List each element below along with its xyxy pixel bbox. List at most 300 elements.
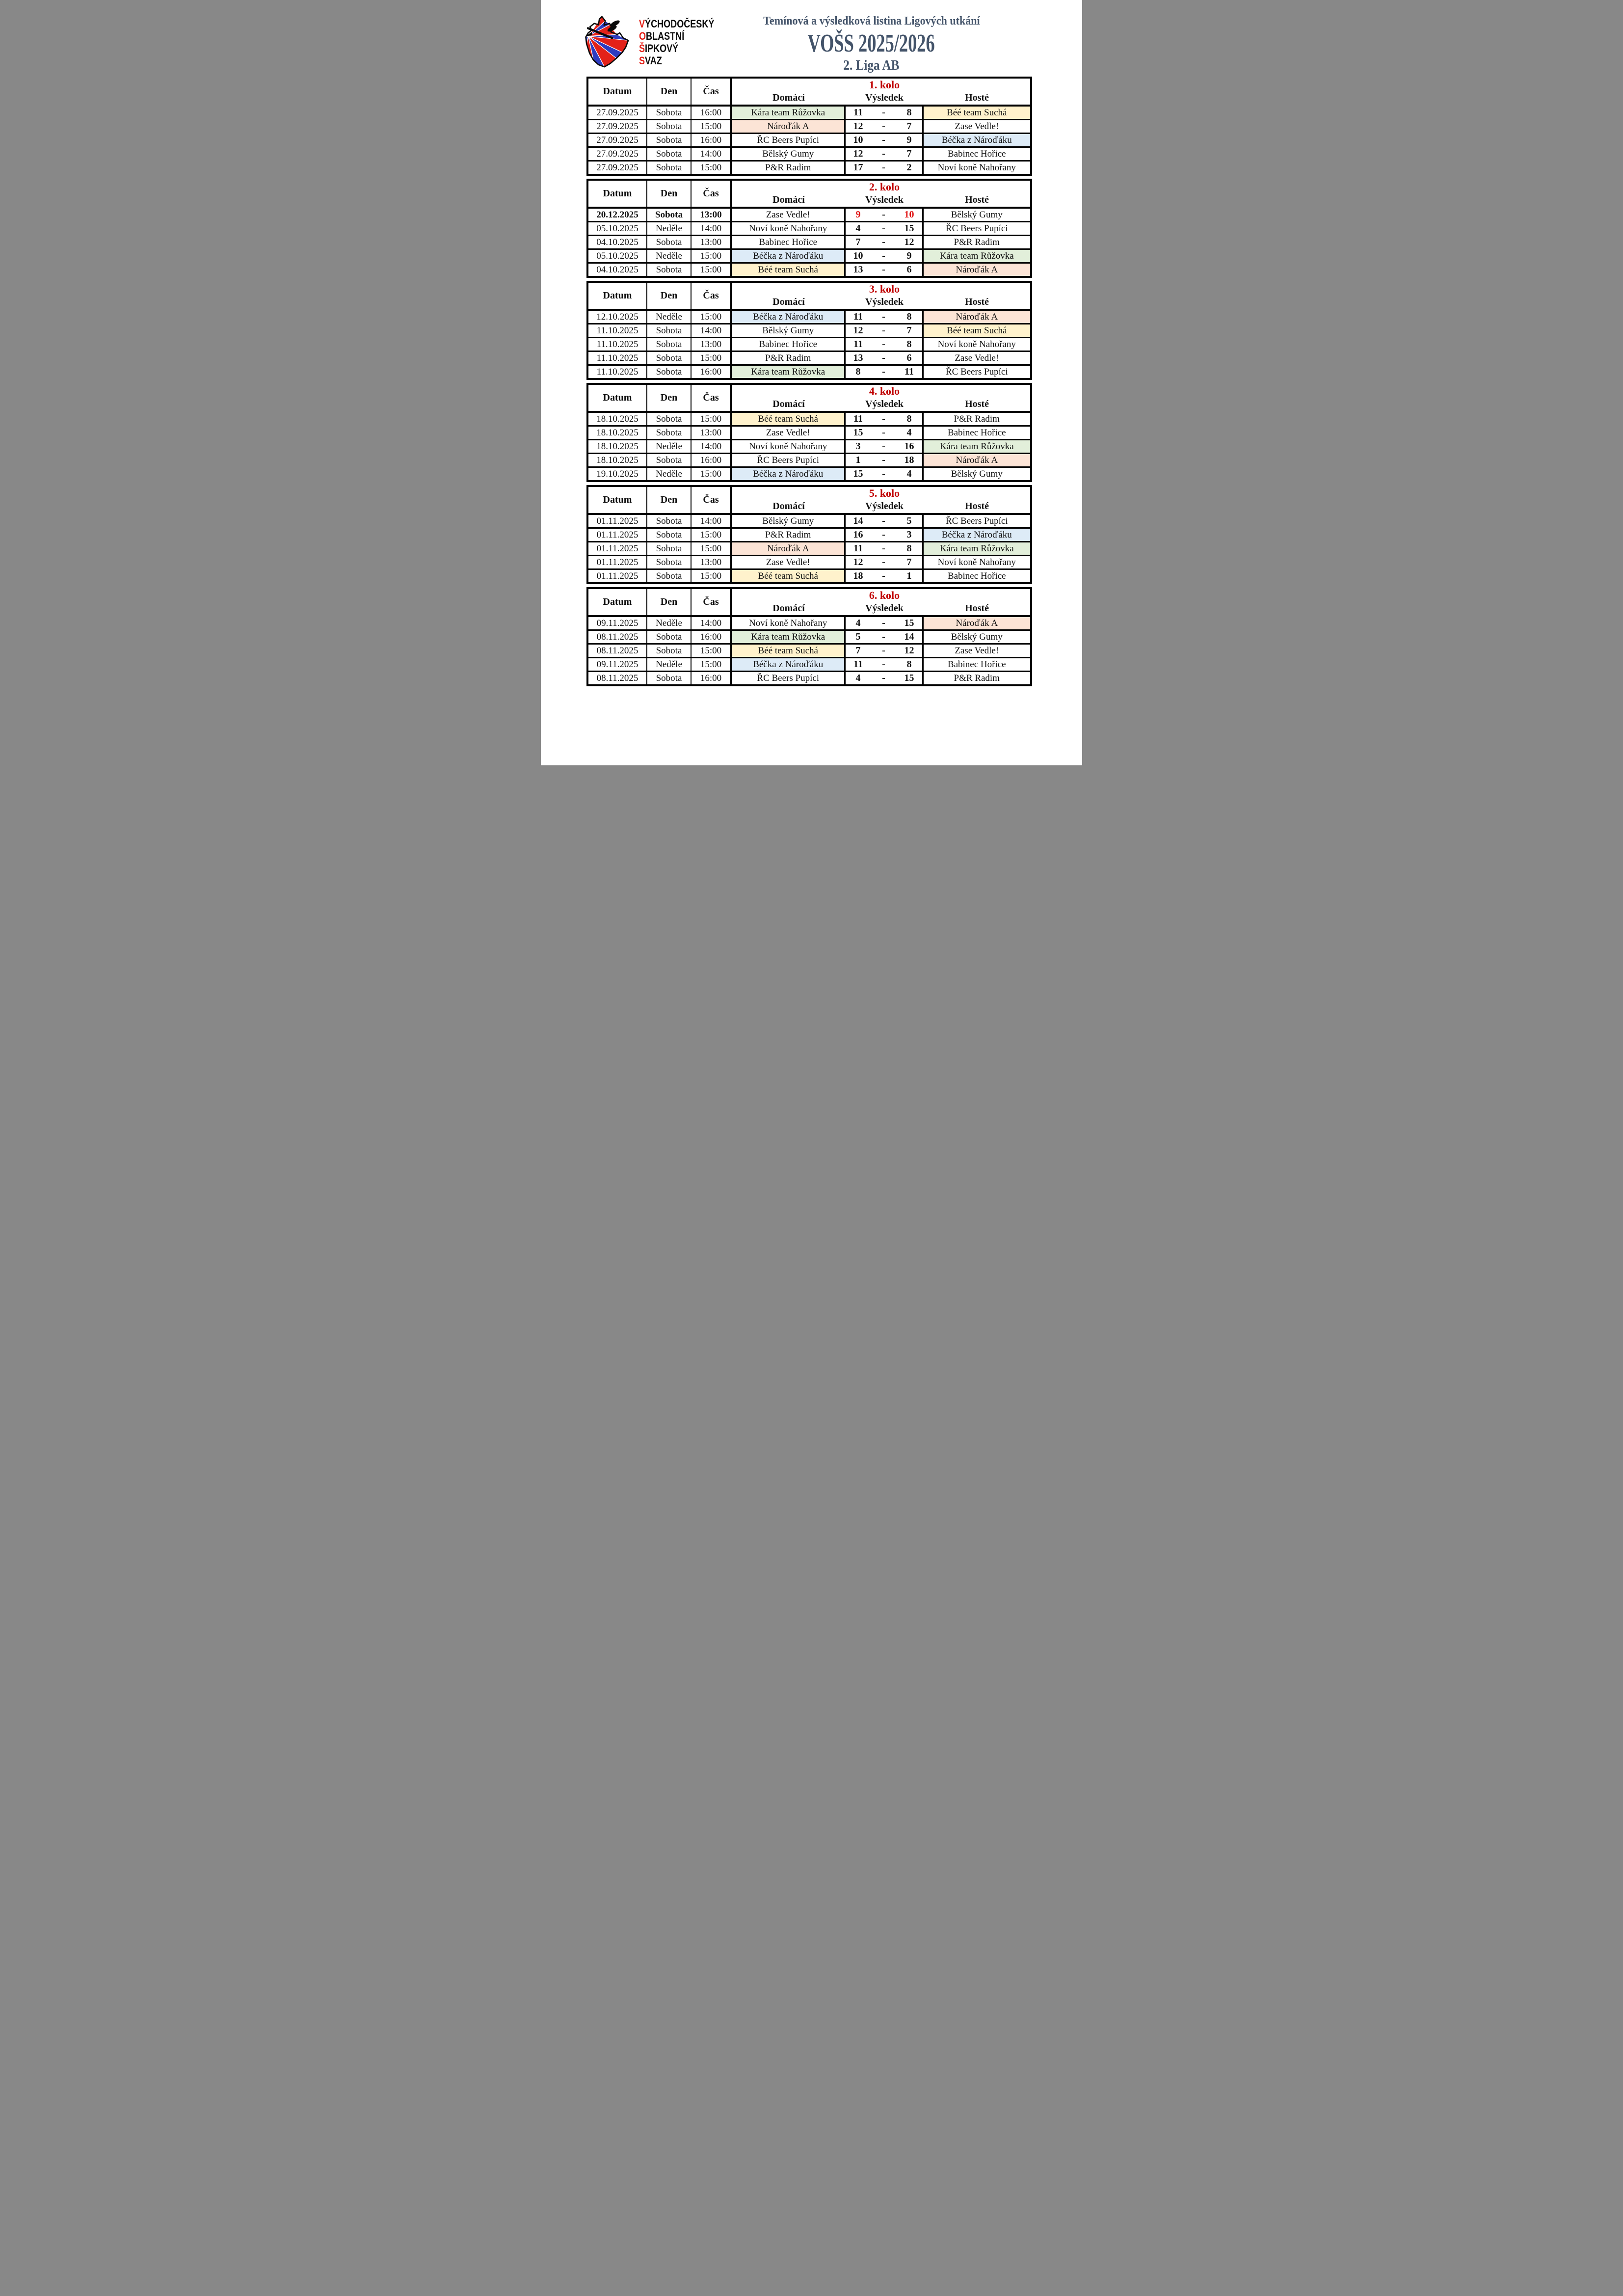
score-dash-icon: -: [882, 311, 885, 322]
away-score: 7: [906, 325, 912, 336]
score-dash-icon: -: [882, 543, 885, 554]
match-row: [587, 263, 1031, 277]
match-date: 27.09.2025: [587, 161, 647, 175]
match-date: 18.10.2025: [587, 426, 647, 440]
match-row: [587, 365, 1031, 379]
match-time: 14:00: [691, 147, 731, 161]
match-row: [587, 542, 1031, 556]
table-header: [587, 486, 1031, 514]
score-dash-icon: -: [882, 529, 885, 540]
away-score: 1: [906, 570, 912, 581]
title-block: [664, 0, 1079, 74]
match-day: Neděle: [647, 310, 691, 324]
score-dash-icon: -: [882, 557, 885, 567]
match-date: 18.10.2025: [587, 454, 647, 467]
away-score: 15: [904, 223, 914, 234]
match-date: 20.12.2025: [587, 208, 647, 222]
away-team: P&R Radim: [923, 412, 1031, 426]
round-title: 4. kolo: [869, 385, 900, 397]
logo-line: SVAZ: [639, 54, 662, 67]
table-header: [587, 588, 1031, 616]
match-time: 15:00: [691, 263, 731, 277]
home-team: Babinec Hořice: [731, 338, 845, 351]
column-header-score: Výsledek: [865, 297, 904, 307]
away-score: 15: [904, 673, 914, 683]
score-dash-icon: -: [882, 659, 885, 670]
round-matches: [587, 106, 1031, 175]
away-team: Zase Vedle!: [923, 351, 1031, 365]
column-header-day: Den: [647, 384, 691, 412]
score-wrapper: [846, 672, 922, 684]
home-team: Kára team Růžovka: [731, 630, 845, 644]
match-time: 16:00: [691, 672, 731, 686]
match-score: [845, 324, 923, 338]
home-team: Nároďák A: [731, 542, 845, 556]
match-row: [587, 208, 1031, 222]
round-section-3: [586, 281, 1030, 380]
away-score: 16: [904, 441, 914, 452]
column-header-day: Den: [647, 78, 691, 106]
away-team: Babinec Hořice: [947, 570, 1006, 581]
match-time: 15:00: [691, 528, 731, 542]
match-day: Neděle: [647, 222, 691, 236]
away-team: Nároďák A: [923, 310, 1031, 324]
home-score: 1: [855, 455, 861, 465]
away-score: 4: [906, 427, 912, 438]
match-day: Sobota: [647, 365, 691, 379]
match-time: 15:00: [691, 412, 731, 426]
score-wrapper: [846, 324, 922, 337]
match-date: 01.11.2025: [587, 528, 647, 542]
away-team: Kára team Růžovka: [923, 542, 1031, 556]
score-wrapper: [846, 617, 922, 629]
home-score: 11: [853, 311, 863, 322]
score-wrapper: [846, 134, 922, 146]
home-score: 9: [855, 209, 861, 220]
match-score: [845, 569, 923, 584]
home-score: 18: [853, 570, 863, 581]
column-header-score: Výsledek: [865, 92, 904, 103]
match-score: [845, 542, 923, 556]
score-dash-icon: -: [882, 441, 885, 452]
column-header-day: Den: [647, 588, 691, 616]
match-row: [587, 616, 1031, 630]
away-team: Zase Vedle!: [923, 120, 1031, 134]
score-wrapper: [846, 352, 922, 364]
away-score: 8: [906, 339, 912, 350]
home-team: Kára team Růžovka: [731, 106, 845, 120]
away-team: Babinec Hořice: [923, 426, 1031, 440]
column-header-guests: Hosté: [965, 297, 989, 307]
match-row: [587, 351, 1031, 365]
score-wrapper: [846, 209, 922, 221]
match-time: 15:00: [691, 249, 731, 263]
logo-line: VÝCHODOČESKÝ: [639, 18, 715, 30]
score-wrapper: [846, 162, 922, 174]
round-section-6: [586, 587, 1030, 686]
score-wrapper: [846, 222, 922, 235]
match-day: Sobota: [647, 338, 691, 351]
away-team: Nároďák A: [923, 454, 1031, 467]
match-day: Neděle: [647, 658, 691, 672]
away-score: 8: [906, 543, 912, 554]
score-wrapper: [846, 529, 922, 541]
match-day: Sobota: [647, 412, 691, 426]
home-score: 15: [853, 468, 863, 479]
match-time: 14:00: [691, 324, 731, 338]
match-row: [587, 630, 1031, 644]
match-time: 13:00: [691, 236, 731, 249]
score-dash-icon: -: [882, 107, 885, 118]
match-score: [845, 412, 923, 426]
round-title: 6. kolo: [869, 589, 900, 601]
away-score: 8: [906, 659, 912, 670]
match-day: Sobota: [647, 556, 691, 569]
match-time: 16:00: [691, 365, 731, 379]
home-team: ŘC Beers Pupíci: [731, 134, 845, 147]
score-dash-icon: -: [882, 427, 885, 438]
round-matches: [587, 310, 1031, 379]
home-team: Béé team Suchá: [731, 412, 845, 426]
match-day: Sobota: [647, 542, 691, 556]
match-score: [845, 365, 923, 379]
score-wrapper: [846, 468, 922, 480]
match-row: [587, 249, 1031, 263]
column-header-guests: Hosté: [965, 399, 989, 409]
home-score: 4: [855, 618, 861, 628]
round-title: 5. kolo: [869, 487, 900, 499]
column-header-date: Datum: [587, 282, 647, 310]
match-date: 04.10.2025: [587, 236, 647, 249]
column-header-home: Domácí: [772, 92, 805, 103]
column-header-date: Datum: [587, 384, 647, 412]
score-dash-icon: -: [882, 121, 885, 132]
away-team: Béé team Suchá: [923, 324, 1031, 338]
home-team: Béé team Suchá: [731, 263, 845, 277]
score-dash-icon: -: [882, 135, 885, 145]
home-score: 16: [853, 529, 863, 540]
away-team: Noví koně Nahořany: [923, 338, 1031, 351]
away-score: 6: [906, 352, 912, 363]
match-day: Sobota: [647, 208, 691, 222]
away-team: ŘC Beers Pupíci: [923, 222, 1031, 236]
round-matches: [587, 412, 1031, 481]
home-team: Béčka z Nároďáku: [731, 658, 845, 672]
match-day: Sobota: [647, 236, 691, 249]
score-wrapper: [846, 236, 922, 248]
away-score: 18: [904, 455, 914, 465]
match-row: [587, 514, 1031, 528]
score-wrapper: [846, 107, 922, 119]
away-score: 3: [906, 529, 912, 540]
home-score: 15: [853, 427, 863, 438]
column-header-time: Čas: [691, 78, 731, 106]
match-date: 11.10.2025: [587, 365, 647, 379]
match-score: [845, 426, 923, 440]
match-time: 15:00: [691, 467, 731, 482]
column-header-day: Den: [647, 486, 691, 514]
round-matches: [587, 514, 1031, 583]
score-dash-icon: -: [882, 250, 885, 261]
results-table: [586, 587, 1032, 686]
results-table: [586, 485, 1032, 584]
home-team: Noví koně Nahořany: [731, 440, 845, 454]
match-date: 01.11.2025: [587, 556, 647, 569]
logo-line: OBLASTNÍ: [639, 30, 685, 42]
match-date: 01.11.2025: [587, 542, 647, 556]
score-dash-icon: -: [882, 209, 885, 220]
away-team: ŘC Beers Pupíci: [923, 514, 1031, 528]
round-section-5: [586, 485, 1030, 584]
match-date: 04.10.2025: [587, 263, 647, 277]
home-team: Zase Vedle!: [731, 208, 845, 222]
score-dash-icon: -: [882, 515, 885, 526]
match-time: 15:00: [691, 351, 731, 365]
score-wrapper: [846, 556, 922, 568]
match-score: [845, 134, 923, 147]
league-name: 2. Liga AB: [843, 58, 900, 73]
match-date: 09.11.2025: [587, 616, 647, 630]
match-time: 14:00: [691, 222, 731, 236]
column-header-time: Čas: [691, 588, 731, 616]
table-header: [587, 78, 1031, 106]
home-score: 11: [853, 107, 863, 118]
home-score: 13: [853, 352, 863, 363]
home-score: 11: [853, 413, 863, 424]
document-header: [541, 0, 1082, 75]
away-team: Béčka z Nároďáku: [923, 528, 1031, 542]
away-team: Kára team Růžovka: [923, 440, 1031, 454]
score-dash-icon: -: [882, 148, 885, 159]
rounds-container: [586, 77, 1030, 689]
match-day: Sobota: [647, 454, 691, 467]
home-team: Bělský Gumy: [731, 324, 845, 338]
table-header: [587, 282, 1031, 310]
home-score: 12: [853, 121, 863, 132]
score-dash-icon: -: [882, 223, 885, 234]
home-score: 4: [855, 673, 861, 683]
match-day: Sobota: [647, 672, 691, 686]
match-date: 08.11.2025: [587, 672, 647, 686]
column-header-home: Domácí: [772, 194, 805, 205]
match-time: 13:00: [691, 208, 731, 222]
column-header-guests: Hosté: [965, 194, 989, 205]
results-table: [586, 77, 1032, 176]
score-wrapper: [846, 413, 922, 425]
match-score: [845, 440, 923, 454]
score-wrapper: [846, 250, 922, 262]
away-score: 9: [906, 135, 912, 145]
away-team: Zase Vedle!: [923, 644, 1031, 658]
column-header-date: Datum: [587, 78, 647, 106]
match-time: 15:00: [691, 120, 731, 134]
away-team: Nároďák A: [923, 263, 1031, 277]
score-wrapper: [846, 570, 922, 582]
away-score: 10: [904, 209, 914, 220]
home-team: ŘC Beers Pupíci: [731, 454, 845, 467]
match-score: [845, 249, 923, 263]
match-time: 14:00: [691, 440, 731, 454]
column-header-date: Datum: [587, 588, 647, 616]
score-dash-icon: -: [882, 618, 885, 628]
home-score: 7: [855, 237, 861, 247]
score-dash-icon: -: [882, 645, 885, 656]
home-team: Zase Vedle!: [731, 426, 845, 440]
match-day: Sobota: [647, 644, 691, 658]
score-dash-icon: -: [882, 325, 885, 336]
home-team: P&R Radim: [731, 528, 845, 542]
match-score: [845, 106, 923, 120]
match-row: [587, 161, 1031, 175]
column-header-date: Datum: [587, 486, 647, 514]
match-time: 13:00: [691, 426, 731, 440]
match-row: [587, 338, 1031, 351]
match-row: [587, 222, 1031, 236]
match-date: 05.10.2025: [587, 249, 647, 263]
away-team: Bělský Gumy: [923, 630, 1031, 644]
home-team: Kára team Růžovka: [731, 365, 845, 379]
match-day: Sobota: [647, 514, 691, 528]
match-row: [587, 644, 1031, 658]
score-dash-icon: -: [882, 413, 885, 424]
away-team: Noví koně Nahořany: [923, 556, 1031, 569]
column-header-time: Čas: [691, 486, 731, 514]
round-matches: [587, 208, 1031, 277]
column-header-home: Domácí: [772, 501, 805, 512]
match-date: 11.10.2025: [587, 351, 647, 365]
match-time: 16:00: [691, 454, 731, 467]
match-row: [587, 324, 1031, 338]
match-score: [845, 630, 923, 644]
score-wrapper: [846, 311, 922, 323]
match-row: [587, 528, 1031, 542]
match-time: 15:00: [691, 644, 731, 658]
home-score: 12: [853, 148, 863, 159]
match-date: 01.11.2025: [587, 514, 647, 528]
round-matches: [587, 616, 1031, 685]
column-header-score: Výsledek: [865, 399, 904, 409]
round-section-1: [586, 77, 1030, 176]
match-row: [587, 467, 1031, 482]
match-score: [845, 514, 923, 528]
match-row: [587, 120, 1031, 134]
score-wrapper: [846, 515, 922, 527]
match-time: 15:00: [691, 658, 731, 672]
round-header: [731, 282, 1031, 310]
match-row: [587, 658, 1031, 672]
document-page: [541, 0, 1082, 765]
document-subtitle: Temínová a výsledková listina Ligových utkání: [763, 15, 980, 27]
away-team: Nároďák A: [923, 616, 1031, 630]
match-score: [845, 208, 923, 222]
score-dash-icon: -: [882, 264, 885, 275]
results-table: [586, 281, 1032, 380]
away-team: Babinec Hořice: [923, 658, 1031, 672]
home-team: P&R Radim: [731, 161, 845, 175]
table-header: [587, 384, 1031, 412]
results-table: [586, 179, 1032, 278]
match-day: Sobota: [647, 630, 691, 644]
score-dash-icon: -: [882, 631, 885, 642]
away-score: 5: [906, 515, 912, 526]
score-dash-icon: -: [882, 352, 885, 363]
table-header: [587, 180, 1031, 208]
match-score: [845, 351, 923, 365]
column-header-home: Domácí: [772, 399, 805, 409]
score-wrapper: [846, 631, 922, 643]
match-day: Sobota: [647, 134, 691, 147]
match-time: 14:00: [691, 514, 731, 528]
match-date: 11.10.2025: [587, 338, 647, 351]
score-dash-icon: -: [882, 339, 885, 350]
match-score: [845, 338, 923, 351]
away-team: Bělský Gumy: [923, 208, 1031, 222]
round-section-2: [586, 179, 1030, 278]
away-score: 8: [906, 311, 912, 322]
column-header-home: Domácí: [772, 603, 805, 614]
round-header: [731, 486, 1031, 514]
away-score: 7: [906, 148, 912, 159]
match-date: 05.10.2025: [587, 222, 647, 236]
column-header-day: Den: [647, 180, 691, 208]
match-date: 27.09.2025: [587, 120, 647, 134]
home-score: 10: [853, 135, 863, 145]
home-score: 12: [853, 557, 863, 567]
match-time: 13:00: [691, 338, 731, 351]
match-score: [845, 616, 923, 630]
column-header-guests: Hosté: [965, 603, 989, 614]
match-time: 16:00: [691, 630, 731, 644]
home-score: 13: [853, 264, 863, 275]
home-score: 10: [853, 250, 863, 261]
column-header-day: Den: [647, 282, 691, 310]
home-team: Béé team Suchá: [731, 569, 845, 584]
match-score: [845, 528, 923, 542]
score-wrapper: [846, 645, 922, 657]
match-day: Neděle: [647, 440, 691, 454]
match-score: [845, 644, 923, 658]
round-header: [731, 78, 1031, 106]
match-date: 27.09.2025: [587, 106, 647, 120]
home-score: 5: [855, 631, 861, 642]
match-date: 01.11.2025: [587, 569, 647, 584]
match-score: [845, 263, 923, 277]
away-team: P&R Radim: [923, 236, 1031, 249]
away-score: 7: [906, 121, 912, 132]
round-header: [731, 180, 1031, 208]
score-dash-icon: -: [882, 570, 885, 581]
away-team: P&R Radim: [954, 673, 1000, 683]
match-time: 16:00: [691, 134, 731, 147]
match-day: Sobota: [647, 147, 691, 161]
away-score: 12: [904, 237, 914, 247]
home-team: Bělský Gumy: [731, 514, 845, 528]
match-date: 12.10.2025: [587, 310, 647, 324]
logo-line: ŠIPKOVÝ: [639, 42, 679, 54]
away-score: 2: [906, 162, 912, 173]
home-team: Zase Vedle!: [731, 556, 845, 569]
match-day: Sobota: [647, 569, 691, 584]
home-team: Noví koně Nahořany: [731, 616, 845, 630]
column-header-home: Domácí: [772, 297, 805, 307]
match-score: [845, 658, 923, 672]
home-score: 11: [853, 659, 863, 670]
column-header-score: Výsledek: [865, 501, 904, 512]
match-score: [845, 672, 923, 686]
match-time: 14:00: [691, 616, 731, 630]
match-row: [587, 310, 1031, 324]
away-team: Babinec Hořice: [923, 147, 1031, 161]
